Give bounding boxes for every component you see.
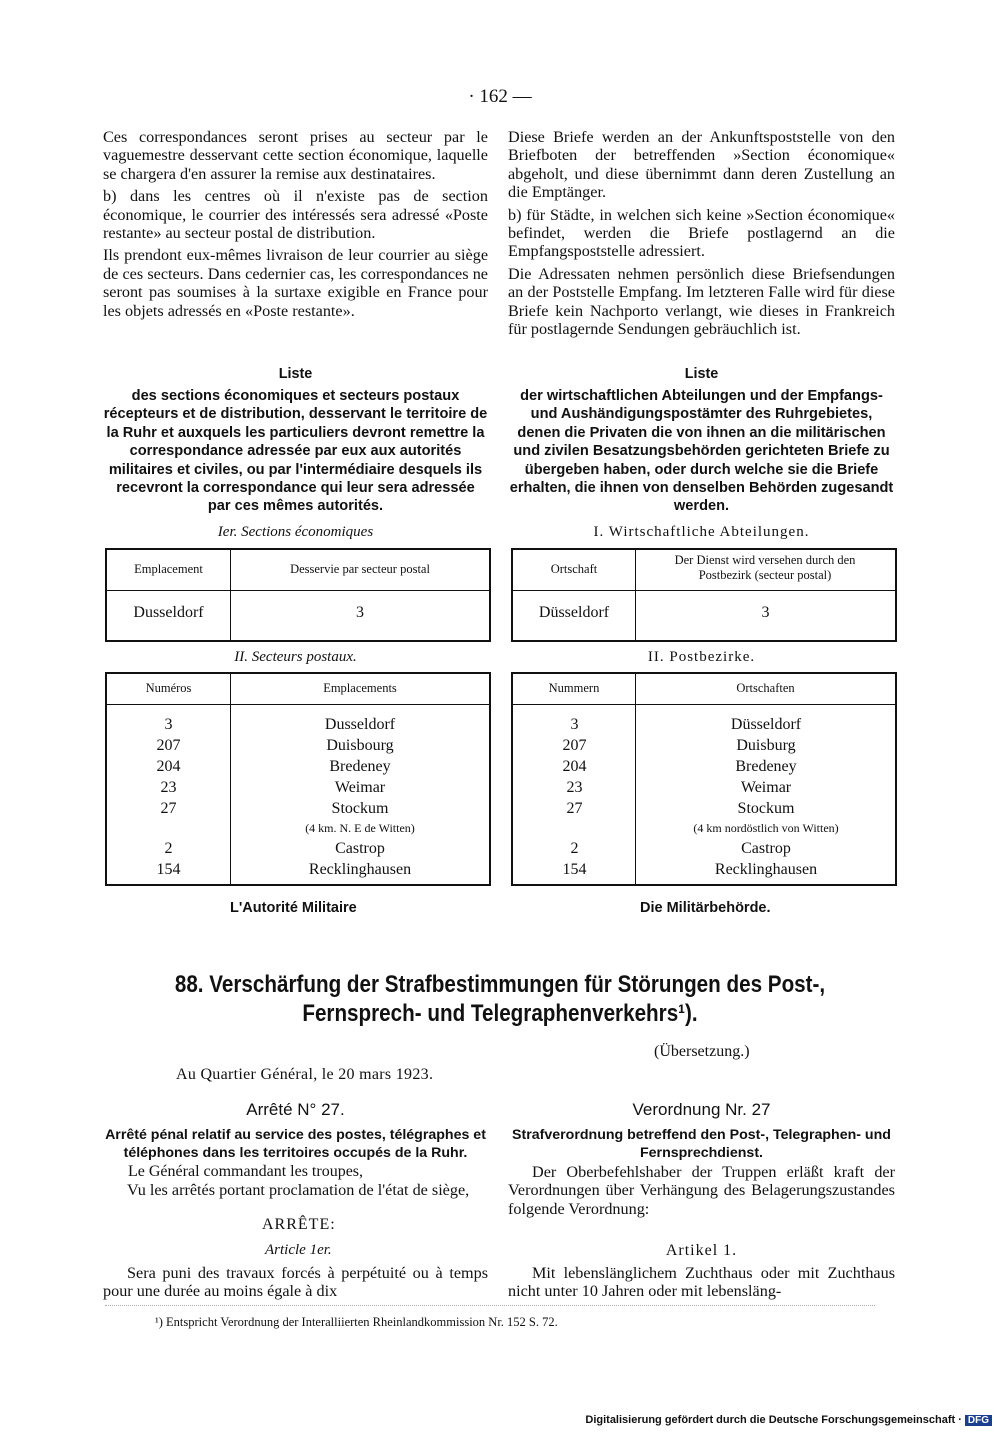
uebersetzung-note: (Übersetzung.) — [654, 1043, 750, 1060]
table-cell: 3 — [761, 604, 770, 621]
table-header: Numéros — [145, 681, 192, 695]
table-header: Emplacements — [323, 681, 397, 695]
verordnung-subtitle-de: Strafverordnung betreffend den Post-, Telegraphen- und Fernsprechdienst. — [512, 1127, 891, 1161]
table-cell: Dusseldorf — [133, 604, 204, 621]
table-cell: Weimar — [740, 779, 792, 796]
verordnung-p1-de: Der Oberbefehlshaber der Truppen erläßt kraft der Verordnungen über Verhängung des Belagerungszustandes folgende Verordnung: — [508, 1163, 895, 1218]
table-header: Ortschaften — [736, 681, 795, 695]
section2-table-fr — [105, 672, 491, 886]
right-paragraph: b) für Städte, in welchen sich keine »Section économique« befindet, werden die Briefe postlagernd an die Empfangspoststelle adressiert. — [508, 205, 895, 261]
table-cell: 3 — [570, 716, 579, 733]
table-cell: 3 — [356, 604, 364, 621]
arrete-label-fr: ARRÊTE: — [262, 1216, 336, 1233]
table-cell: 204 — [156, 758, 181, 775]
dfg-logo: DFG — [965, 1415, 992, 1426]
table-cell: 3 — [164, 716, 173, 733]
section1-table-de — [511, 548, 897, 642]
table-header: Nummern — [548, 681, 600, 695]
section1-table-fr — [105, 548, 491, 642]
table-cell: Duisbourg — [326, 737, 394, 754]
table-cell: 23 — [160, 779, 177, 796]
footnote: ¹) Entspricht Verordnung der Interalliierten Rheinlandkommission Nr. 152 S. 72. — [155, 1315, 558, 1329]
signature-de: Die Militärbehörde. — [640, 900, 771, 916]
verordnung-p2-de: Mit lebenslänglichem Zuchthaus oder mit Zuchthaus nicht unter 10 Jahren oder mit lebensläng- — [508, 1264, 895, 1301]
dfg-text: Digitalisierung gefördert durch die Deutsche Forschungsgemeinschaft · — [585, 1414, 962, 1426]
right-paragraph: Diese Briefe werden an der Ankunftspoststelle von den Briefboten der betreffenden »Section économique« abgeholt, und diese übernimmt dann deren Zustellung an die Emptänger. — [508, 128, 895, 202]
arrete-p2-fr: Vu les arrêtés portant proclamation de l'état de siège, — [127, 1181, 470, 1199]
left-intro — [103, 128, 488, 324]
table-cell: Bredeney — [329, 758, 391, 775]
table-cell: Castrop — [335, 840, 385, 857]
table-cell: (4 km. N. E de Witten) — [305, 821, 415, 835]
table-cell: 154 — [562, 861, 587, 878]
section1-heading-fr: Ier. Sections économiques — [217, 524, 374, 540]
arrete-p1-fr: Le Général commandant les troupes, — [128, 1163, 364, 1180]
table-cell: 27 — [566, 800, 583, 817]
left-paragraph: Ces correspondances seront prises au secteur par le vaguemestre desservant cette section économique, laquelle se chargera d'en assurer la remise aux destinataires. — [103, 128, 488, 183]
section2-heading-de: II. Postbezirke. — [647, 649, 756, 665]
table-cell: Recklinghausen — [714, 861, 818, 878]
table-cell: 207 — [156, 737, 181, 754]
liste-title-fr: Liste — [278, 366, 313, 382]
table-cell: Castrop — [741, 840, 791, 857]
liste-title-de: Liste — [684, 366, 719, 382]
table-cell: 204 — [562, 758, 587, 775]
table-header: Ortschaft — [550, 562, 598, 576]
liste-text-de: der wirtschaftlichen Abteilungen und der Empfangs- und Aushändigungspostämter des Ruhrgebietes, denen die Privaten die von ihnen an die militärischen und zivilen Besatzungsbehörden gerichteten Briefe zu übergeben haben, oder durch welche sie die Briefe erhalten, die ihnen von denselben Behörden zugesandt werden. — [509, 388, 894, 515]
table-cell: 154 — [156, 861, 181, 878]
table-cell: 2 — [164, 840, 173, 857]
verordnung-title-de: Verordnung Nr. 27 — [632, 1100, 771, 1119]
table-cell: Recklinghausen — [308, 861, 412, 878]
arrete-p3-fr: Sera puni des travaux forcés à perpétuité ou à temps pour une durée au moins égale à dix — [103, 1264, 488, 1301]
table-cell: 23 — [566, 779, 583, 796]
table-cell: Bredeney — [735, 758, 797, 775]
table-cell: 207 — [562, 737, 587, 754]
section-88-title-line2: Fernsprech- und Telegraphenverkehrs¹). — [302, 1000, 698, 1027]
right-intro — [508, 128, 895, 342]
dfg-credit — [585, 1414, 992, 1426]
article-1-de: Artikel 1. — [665, 1242, 738, 1259]
left-paragraph: Ils prendont eux-mêmes livraison de leur courrier au siège de ces secteurs. Dans cedernier cas, les correspondances ne seront pas soumises à la surtaxe exigible en France pour les objets adressés en «Poste restante». — [103, 246, 488, 320]
table-cell: Stockum — [737, 800, 795, 817]
date-line: Au Quartier Général, le 20 mars 1923. — [176, 1066, 434, 1083]
table-cell: Düsseldorf — [538, 604, 610, 621]
table-cell: Weimar — [334, 779, 386, 796]
table-cell: Stockum — [331, 800, 389, 817]
section2-heading-fr: II. Secteurs postaux. — [234, 649, 357, 665]
liste-text-fr: des sections économiques et secteurs postaux récepteurs et de distribution, desservant le territoire de la Ruhr et auxquels les particuliers devront remettre la correspondance adressée par eux aux autorités militaires et civiles, ou par l'intermédiaire desquels ils recevront la correspondance qui leur sera adressée par ces mêmes autorités. — [103, 388, 488, 515]
article-1-fr: Article 1er. — [265, 1242, 332, 1258]
table-header: Desservie par secteur postal — [290, 562, 430, 576]
table-cell: 2 — [570, 840, 579, 857]
section2-table-de — [511, 672, 897, 886]
table-cell: Duisburg — [736, 737, 796, 754]
table-cell: Düsseldorf — [730, 716, 802, 733]
table-cell: Dusseldorf — [324, 716, 396, 733]
section-88-title-line1: 88. Verschärfung der Strafbestimmungen für Störungen des Post-, — [174, 971, 826, 998]
table-header: Der Dienst wird versehen durch den Postbezirk (secteur postal) — [674, 553, 856, 582]
footnote-divider — [105, 1305, 875, 1306]
page-number: · 162 — — [468, 86, 532, 107]
arrete-subtitle-fr: Arrêté pénal relatif au service des postes, télégraphes et téléphones dans les territoires occupés de la Ruhr. — [105, 1127, 486, 1161]
arrete-title-fr: Arrêté N° 27. — [246, 1100, 345, 1119]
signature-fr: L'Autorité Militaire — [230, 900, 357, 916]
table-header: Emplacement — [134, 562, 203, 576]
right-paragraph: Die Adressaten nehmen persönlich diese Briefsendungen an der Poststelle Empfang. Im letzteren Falle wird für diese Briefe kein Nachporto verlangt, wie dieses in Frankreich für postlagernde Sendungen gebräuchlich ist. — [508, 264, 895, 339]
section1-heading-de: I. Wirtschaftliche Abteilungen. — [593, 524, 810, 540]
table-cell: (4 km nordöstlich von Witten) — [693, 821, 839, 835]
left-paragraph: b) dans les centres où il n'existe pas de section économique, le courrier des intéressés sera adressé «Poste restante» au secteur postal de distribution. — [103, 187, 488, 243]
table-cell: 27 — [160, 800, 177, 817]
